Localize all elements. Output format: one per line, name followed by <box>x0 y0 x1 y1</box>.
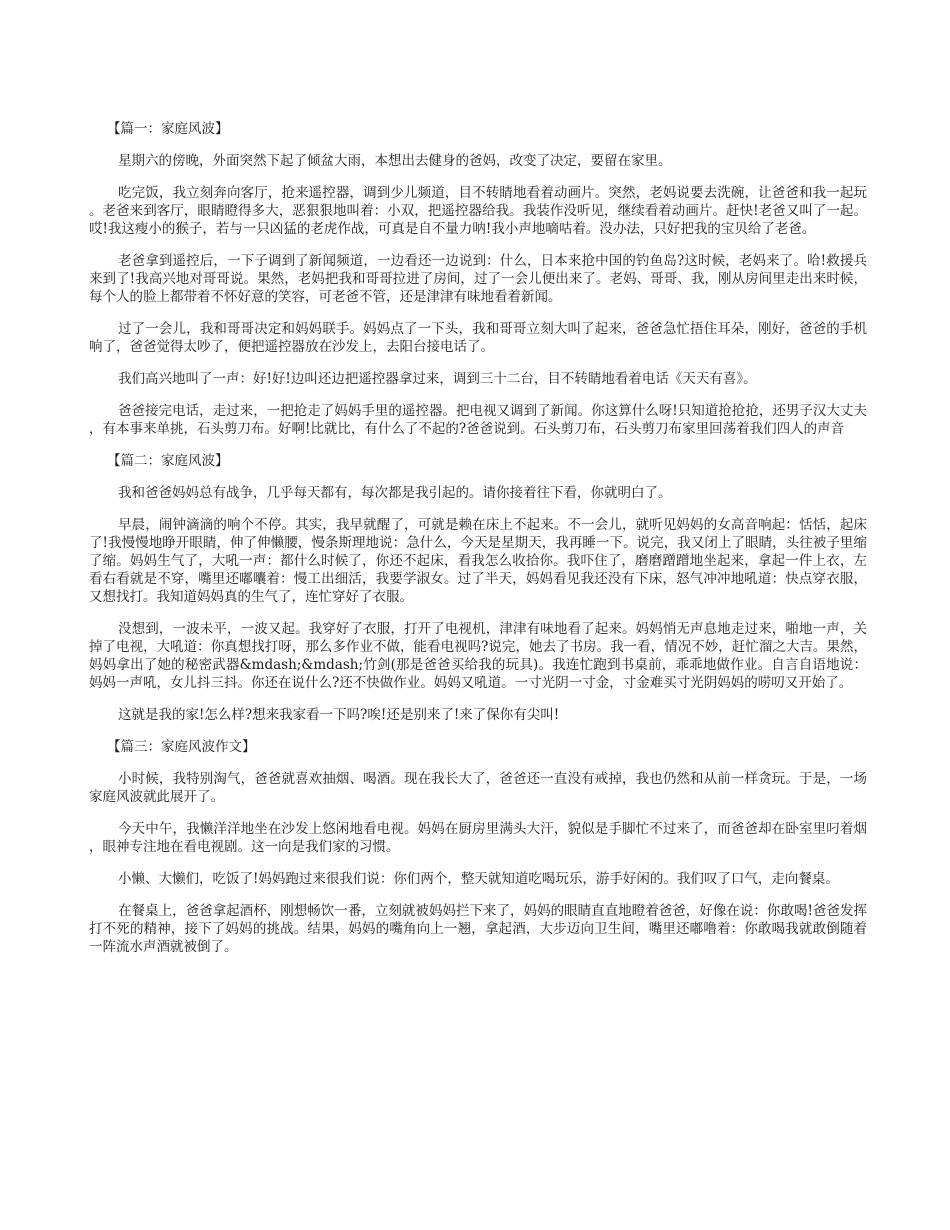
section-3 <box>89 738 867 956</box>
paragraph: 爸爸接完电话，走过来，一把抢走了妈妈手里的遥控器。把电视又调到了新闻。你这算什么呀!只知道抢抢抢，还男子汉大丈夫，有本事来单挑，石头剪刀布。好啊!比就比，有什么了不起的?爸爸说到。石头剪刀布，石头剪刀布家里回荡着我们四人的声音 <box>89 403 867 437</box>
paragraph: 老爸拿到遥控后，一下子调到了新闻频道，一边看还一边说到：什么，日本来抢中国的钓鱼岛?这时候，老妈来了。哈!救援兵来到了!我高兴地对哥哥说。果然，老妈把我和哥哥拉进了房间，过了一会儿便出来了。老妈、哥哥、我，刚从房间里走出来时候，每个人的脸上都带着不怀好意的笑容，可老爸不管，还是津津有味地看着新闻。 <box>89 253 867 305</box>
section-1 <box>89 120 867 438</box>
paragraph: 在餐桌上，爸爸拿起酒杯，刚想畅饮一番，立刻就被妈妈拦下来了，妈妈的眼睛直直地瞪着爸爸，好像在说：你敢喝!爸爸发挥打不死的精神，接下了妈妈的挑战。结果，妈妈的嘴角向上一翘，拿起酒，大步迈向卫生间，嘴里还嘟噜着：你敢喝我就敢倒随着一阵流水声酒就被倒了。 <box>89 903 867 955</box>
paragraph: 我和爸爸妈妈总有战争，几乎每天都有，每次都是我引起的。请你接着往下看，你就明白了。 <box>118 485 672 501</box>
paragraph: 没想到，一波未平，一波又起。我穿好了衣服，打开了电视机，津津有味地看了起来。妈妈悄无声息地走过来，啪地一声，关掉了电视，大吼道：你真想找打呀，那么多作业不做，能看电视吗?说完，她去了书房。我一看，情况不妙，赶忙溜之大吉。果然，妈妈拿出了她的秘密武器&mdash;&mdash;竹剑(那是爸爸买给我的玩具)。我连忙跑到书桌前，乖乖地做作业。自言自语地说：妈妈一声吼，女儿抖三抖。你还在说什么?还不快做作业。妈妈又吼道。一寸光阴一寸金，寸金难买寸光阴妈妈的唠叨又开始了。 <box>89 621 867 691</box>
section-2 <box>89 452 867 724</box>
paragraph: 今天中午，我懒洋洋地坐在沙发上悠闲地看电视。妈妈在厨房里满头大汗，貌似是手脚忙不过来了，而爸爸却在卧室里叼着烟，眼神专注地在看电视剧。这一向是我们家的习惯。 <box>89 821 867 855</box>
paragraph: 小时候，我特别淘气，爸爸就喜欢抽烟、喝酒。现在我长大了，爸爸还一直没有戒掉，我也仍然和从前一样贪玩。于是，一场家庭风波就此展开了。 <box>89 771 867 805</box>
paragraph: 小懒、大懒们，吃饭了!妈妈跑过来很我们说：你们两个，整天就知道吃喝玩乐，游手好闲的。我们叹了口气，走向餐桌。 <box>118 871 839 887</box>
document-page <box>89 120 867 970</box>
section-heading: 【篇三：家庭风波作文】 <box>107 739 256 755</box>
paragraph: 吃完饭，我立刻奔向客厅，抢来遥控器，调到少儿频道，目不转睛地看着动画片。突然，老妈说要去洗碗，让爸爸和我一起玩。老爸来到客厅，眼睛瞪得多大，恶狠狠地叫着：小双，把遥控器给我。我装作没听见，继续看着动画片。赶快!老爸又叫了一起。哎!我这瘦小的猴子，若与一只凶猛的老虎作战，可真是自不量力呐!我小声地嘀咕着。没办法，只好把我的宝贝给了老爸。 <box>89 185 867 237</box>
paragraph: 过了一会儿，我和哥哥决定和妈妈联手。妈妈点了一下头，我和哥哥立刻大叫了起来，爸爸急忙捂住耳朵，刚好，爸爸的手机响了，爸爸觉得太吵了，便把遥控器放在沙发上，去阳台接电话了。 <box>89 321 867 355</box>
paragraph: 早晨，闹钟滴滴的响个不停。其实，我早就醒了，可就是赖在床上不起来。不一会儿，就听见妈妈的女高音响起：恬恬，起床了!我慢慢地睁开眼睛，伸了伸懒腰，慢条斯理地说：急什么，今天是星期天，我再睡一下。说完，我又闭上了眼睛，头往被子里缩了缩。妈妈生气了，大吼一声：都什么时候了，你还不起床，看我怎么收拾你。我吓住了，磨磨蹭蹭地坐起来，拿起一件上衣，左看右看就是不穿，嘴里还嘟囔着：慢工出细活，我要学淑女。过了半天，妈妈看见我还没有下床，怒气冲冲地吼道：快点穿衣服，又想找打。我知道妈妈真的生气了，连忙穿好了衣服。 <box>89 517 867 605</box>
paragraph: 我们高兴地叫了一声：好!好!边叫还边把遥控器拿过来，调到三十二台，目不转睛地看着电话《天天有喜》。 <box>118 371 757 387</box>
paragraph: 这就是我的家!怎么样?想来我家看一下吗?唉!还是别来了!来了保你有尖叫! <box>118 707 560 723</box>
section-heading: 【篇一：家庭风波】 <box>107 121 229 137</box>
section-heading: 【篇二：家庭风波】 <box>107 453 229 469</box>
paragraph: 星期六的傍晚，外面突然下起了倾盆大雨，本想出去健身的爸妈，改变了决定，要留在家里。 <box>118 153 672 169</box>
